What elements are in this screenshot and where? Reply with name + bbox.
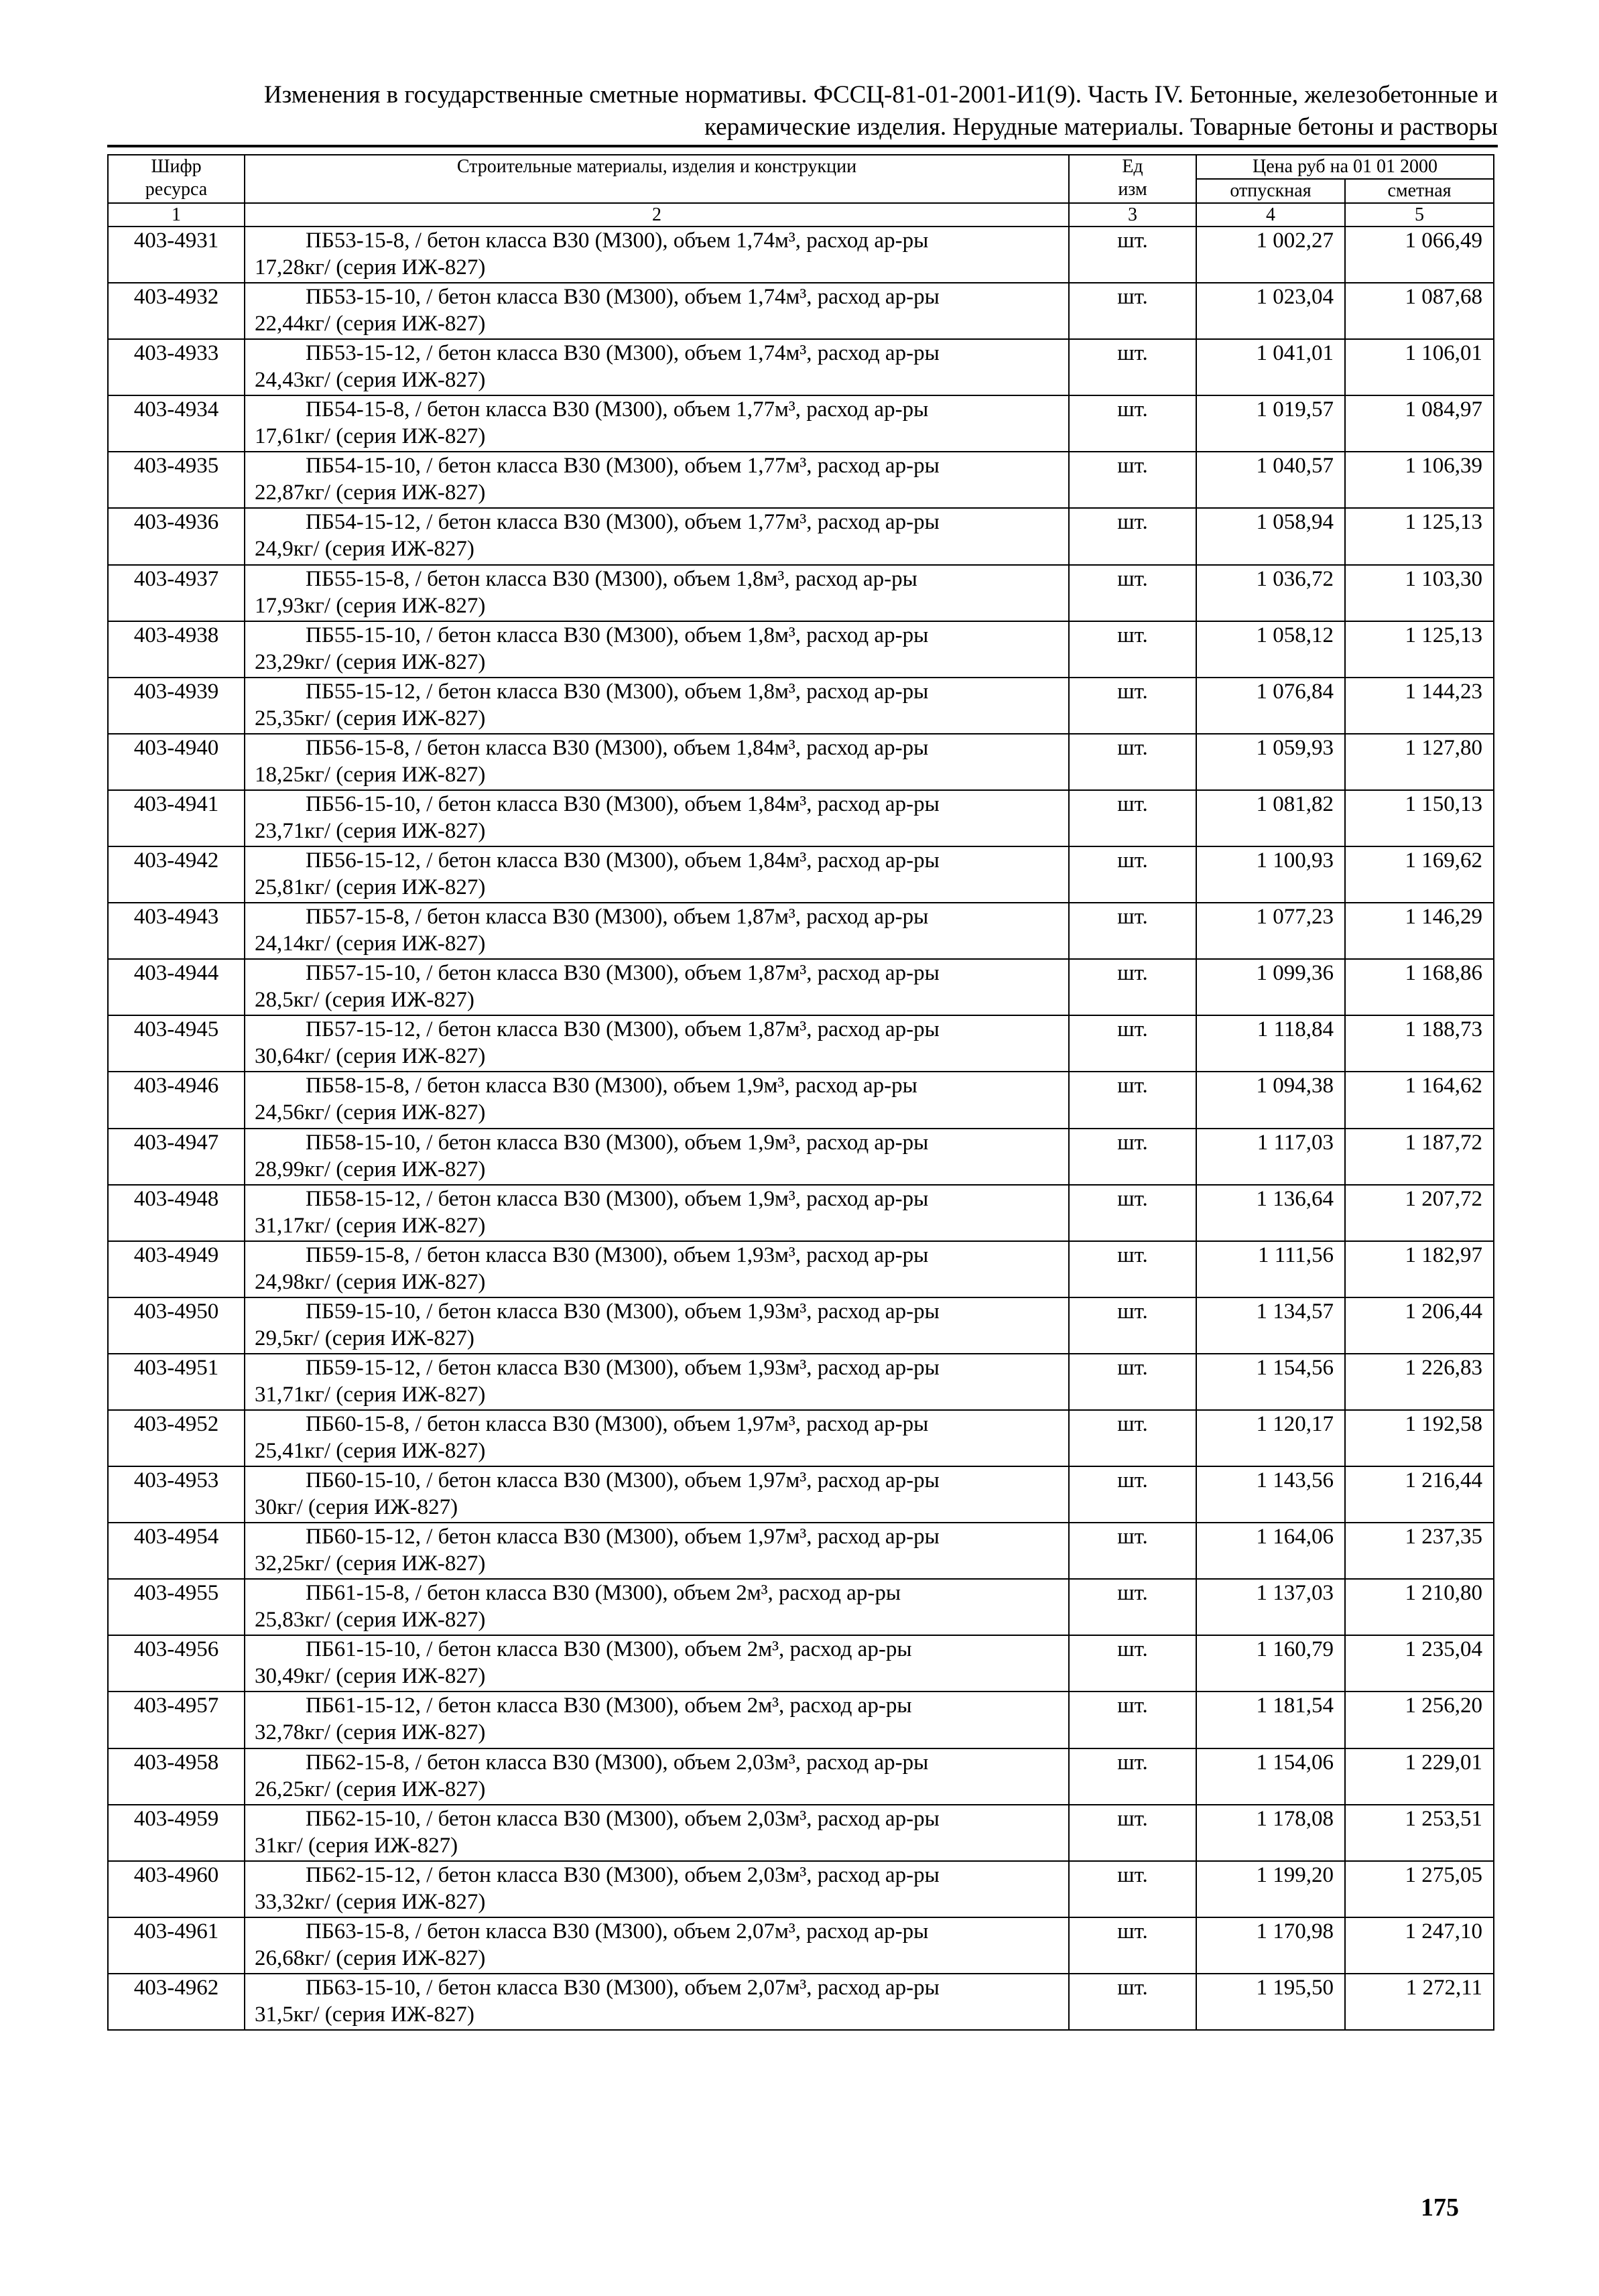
description-line-1: ПБ59-15-8, / бетон класса В30 (М300), объем 1,93м³, расход ар-ры	[306, 1242, 929, 1267]
resource-code: 403-4951	[108, 1354, 245, 1410]
header-description: Строительные материалы, изделия и конструкции	[245, 155, 1069, 203]
description-line-1: ПБ62-15-8, / бетон класса В30 (М300), объем 2,03м³, расход ар-ры	[306, 1750, 929, 1775]
resource-code: 403-4942	[108, 846, 245, 903]
table-row	[108, 1185, 1494, 1241]
table-row	[108, 1523, 1494, 1579]
description-line-2: 26,25кг/ (серия ИЖ-827)	[255, 1777, 486, 1801]
description-line-1: ПБ63-15-10, / бетон класса В30 (М300), объем 2,07м³, расход ар-ры	[306, 1975, 940, 2000]
estimate-price-cell: 1 125,13	[1345, 508, 1494, 564]
description-line-1: ПБ54-15-8, / бетон класса В30 (М300), объем 1,77м³, расход ар-ры	[306, 397, 929, 422]
description-line-1: ПБ55-15-12, / бетон класса В30 (М300), объем 1,8м³, расход ар-ры	[306, 679, 929, 704]
release-price-cell: 1 143,56	[1196, 1466, 1345, 1523]
description-line-1: ПБ59-15-10, / бетон класса В30 (М300), объем 1,93м³, расход ар-ры	[306, 1299, 940, 1324]
description-line-2: 17,28кг/ (серия ИЖ-827)	[255, 255, 486, 279]
estimate-price-cell: 1 168,86	[1345, 959, 1494, 1015]
description-line-2: 23,71кг/ (серия ИЖ-827)	[255, 818, 486, 843]
header-code-line-2: ресурса	[145, 179, 208, 200]
release-price-cell: 1 154,56	[1196, 1354, 1345, 1410]
release-price-cell: 1 040,57	[1196, 452, 1345, 508]
description-line-1: ПБ53-15-8, / бетон класса В30 (М300), объем 1,74м³, расход ар-ры	[306, 229, 929, 253]
unit-cell: шт.	[1069, 903, 1196, 959]
estimate-price-cell: 1 182,97	[1345, 1241, 1494, 1297]
description-line-1: ПБ61-15-10, / бетон класса В30 (М300), объем 2м³, расход ар-ры	[306, 1637, 912, 1662]
resource-code: 403-4939	[108, 678, 245, 734]
description-line-2: 24,9кг/ (серия ИЖ-827)	[255, 537, 474, 562]
resource-code: 403-4958	[108, 1748, 245, 1805]
release-price-cell: 1 099,36	[1196, 959, 1345, 1015]
table-row	[108, 283, 1494, 339]
description-line-2: 17,61кг/ (серия ИЖ-827)	[255, 424, 486, 449]
column-number: 5	[1345, 203, 1494, 227]
description-line-1: ПБ61-15-12, / бетон класса В30 (М300), объем 2м³, расход ар-ры	[306, 1694, 912, 1718]
table-row	[108, 339, 1494, 395]
estimate-price-cell: 1 247,10	[1345, 1917, 1494, 1974]
resource-code: 403-4936	[108, 508, 245, 564]
estimate-price-cell: 1 106,01	[1345, 339, 1494, 395]
material-description	[245, 565, 1069, 621]
unit-cell: шт.	[1069, 1466, 1196, 1523]
table-row	[108, 1072, 1494, 1128]
description-line-1: ПБ53-15-10, / бетон класса В30 (М300), объем 1,74м³, расход ар-ры	[306, 285, 940, 310]
table-row	[108, 1129, 1494, 1185]
description-line-2: 24,43кг/ (серия ИЖ-827)	[255, 368, 486, 393]
resource-code: 403-4950	[108, 1297, 245, 1354]
material-description	[245, 227, 1069, 283]
table-row	[108, 1917, 1494, 1974]
release-price-cell: 1 094,38	[1196, 1072, 1345, 1128]
description-line-1: ПБ58-15-12, / бетон класса В30 (М300), объем 1,9м³, расход ар-ры	[306, 1186, 929, 1211]
unit-cell: шт.	[1069, 1579, 1196, 1635]
table-row	[108, 790, 1494, 846]
material-description	[245, 1466, 1069, 1523]
release-price-cell: 1 164,06	[1196, 1523, 1345, 1579]
header-code-line-1: Шифр	[151, 156, 202, 177]
resource-code: 403-4954	[108, 1523, 245, 1579]
estimate-price-cell: 1 229,01	[1345, 1748, 1494, 1805]
material-description	[245, 508, 1069, 564]
unit-cell: шт.	[1069, 1410, 1196, 1466]
release-price-cell: 1 117,03	[1196, 1129, 1345, 1185]
material-description	[245, 790, 1069, 846]
release-price-cell: 1 058,94	[1196, 508, 1345, 564]
resource-code: 403-4934	[108, 395, 245, 452]
estimate-price-cell: 1 144,23	[1345, 678, 1494, 734]
resource-code: 403-4938	[108, 621, 245, 678]
table-row	[108, 395, 1494, 452]
resource-code: 403-4943	[108, 903, 245, 959]
release-price-cell: 1 076,84	[1196, 678, 1345, 734]
estimate-price-cell: 1 169,62	[1345, 846, 1494, 903]
description-line-1: ПБ60-15-8, / бетон класса В30 (М300), объем 1,97м³, расход ар-ры	[306, 1411, 929, 1436]
description-line-1: ПБ57-15-8, / бетон класса В30 (М300), объем 1,87м³, расход ар-ры	[306, 905, 929, 930]
resource-code: 403-4957	[108, 1692, 245, 1748]
release-price-cell: 1 137,03	[1196, 1579, 1345, 1635]
estimate-price-cell: 1 253,51	[1345, 1805, 1494, 1861]
resource-code: 403-4953	[108, 1466, 245, 1523]
estimate-price-cell: 1 226,83	[1345, 1354, 1494, 1410]
table-row	[108, 678, 1494, 734]
material-description	[245, 1241, 1069, 1297]
estimate-price-cell: 1 210,80	[1345, 1579, 1494, 1635]
table-row	[108, 1015, 1494, 1072]
price-table	[107, 154, 1494, 2031]
description-line-2: 28,5кг/ (серия ИЖ-827)	[255, 988, 474, 1013]
description-line-1: ПБ55-15-8, / бетон класса В30 (М300), объем 1,8м³, расход ар-ры	[306, 566, 917, 591]
description-line-2: 17,93кг/ (серия ИЖ-827)	[255, 593, 486, 618]
table-row	[108, 959, 1494, 1015]
material-description	[245, 1072, 1069, 1128]
unit-cell: шт.	[1069, 734, 1196, 790]
estimate-price-cell: 1 066,49	[1345, 227, 1494, 283]
unit-cell: шт.	[1069, 1523, 1196, 1579]
description-line-2: 31,17кг/ (серия ИЖ-827)	[255, 1213, 486, 1238]
description-line-2: 18,25кг/ (серия ИЖ-827)	[255, 762, 486, 787]
material-description	[245, 452, 1069, 508]
header-code	[108, 155, 245, 203]
table-row	[108, 1805, 1494, 1861]
resource-code: 403-4956	[108, 1635, 245, 1692]
header-unit-line-1: Ед	[1122, 156, 1143, 177]
material-description	[245, 1635, 1069, 1692]
unit-cell: шт.	[1069, 1241, 1196, 1297]
table-row	[108, 1466, 1494, 1523]
table-row	[108, 565, 1494, 621]
description-line-1: ПБ56-15-10, / бетон класса В30 (М300), объем 1,84м³, расход ар-ры	[306, 791, 940, 816]
material-description	[245, 283, 1069, 339]
description-line-1: ПБ54-15-10, / бетон класса В30 (М300), объем 1,77м³, расход ар-ры	[306, 454, 940, 479]
release-price-cell: 1 136,64	[1196, 1185, 1345, 1241]
estimate-price-cell: 1 207,72	[1345, 1185, 1494, 1241]
unit-cell: шт.	[1069, 1354, 1196, 1410]
estimate-price-cell: 1 103,30	[1345, 565, 1494, 621]
release-price-cell: 1 170,98	[1196, 1917, 1345, 1974]
material-description	[245, 1917, 1069, 1974]
description-line-1: ПБ54-15-12, / бетон класса В30 (М300), объем 1,77м³, расход ар-ры	[306, 510, 940, 535]
estimate-price-cell: 1 275,05	[1345, 1861, 1494, 1917]
description-line-2: 25,35кг/ (серия ИЖ-827)	[255, 706, 486, 730]
estimate-price-cell: 1 125,13	[1345, 621, 1494, 678]
description-line-2: 32,78кг/ (серия ИЖ-827)	[255, 1720, 486, 1745]
unit-cell: шт.	[1069, 1015, 1196, 1072]
description-line-2: 24,14кг/ (серия ИЖ-827)	[255, 932, 486, 956]
table-row	[108, 903, 1494, 959]
release-price-cell: 1 041,01	[1196, 339, 1345, 395]
resource-code: 403-4947	[108, 1129, 245, 1185]
column-number: 3	[1069, 203, 1196, 227]
description-line-2: 29,5кг/ (серия ИЖ-827)	[255, 1326, 474, 1350]
resource-code: 403-4962	[108, 1974, 245, 2030]
material-description	[245, 678, 1069, 734]
estimate-price-cell: 1 256,20	[1345, 1692, 1494, 1748]
material-description	[245, 1410, 1069, 1466]
unit-cell: шт.	[1069, 621, 1196, 678]
column-number: 2	[245, 203, 1069, 227]
release-price-cell: 1 160,79	[1196, 1635, 1345, 1692]
description-line-1: ПБ53-15-12, / бетон класса В30 (М300), объем 1,74м³, расход ар-ры	[306, 341, 940, 366]
estimate-price-cell: 1 164,62	[1345, 1072, 1494, 1128]
table-row	[108, 1579, 1494, 1635]
release-price-cell: 1 059,93	[1196, 734, 1345, 790]
release-price-cell: 1 077,23	[1196, 903, 1345, 959]
unit-cell: шт.	[1069, 959, 1196, 1015]
resource-code: 403-4941	[108, 790, 245, 846]
description-line-2: 24,56кг/ (серия ИЖ-827)	[255, 1100, 486, 1125]
description-line-2: 23,29кг/ (серия ИЖ-827)	[255, 649, 486, 674]
unit-cell: шт.	[1069, 1917, 1196, 1974]
release-price-cell: 1 111,56	[1196, 1241, 1345, 1297]
resource-code: 403-4946	[108, 1072, 245, 1128]
table-row	[108, 621, 1494, 678]
table-body	[108, 203, 1494, 2030]
description-line-1: ПБ58-15-10, / бетон класса В30 (М300), объем 1,9м³, расход ар-ры	[306, 1130, 929, 1155]
release-price-cell: 1 199,20	[1196, 1861, 1345, 1917]
release-price-cell: 1 036,72	[1196, 565, 1345, 621]
description-line-1: ПБ59-15-12, / бетон класса В30 (М300), объем 1,93м³, расход ар-ры	[306, 1355, 940, 1380]
estimate-price-cell: 1 188,73	[1345, 1015, 1494, 1072]
resource-code: 403-4961	[108, 1917, 245, 1974]
table-row	[108, 846, 1494, 903]
description-line-2: 22,87кг/ (серия ИЖ-827)	[255, 481, 486, 505]
material-description	[245, 1692, 1069, 1748]
table-row	[108, 1635, 1494, 1692]
description-line-1: ПБ62-15-10, / бетон класса В30 (М300), объем 2,03м³, расход ар-ры	[306, 1806, 940, 1831]
resource-code: 403-4935	[108, 452, 245, 508]
estimate-price-cell: 1 127,80	[1345, 734, 1494, 790]
estimate-price-cell: 1 272,11	[1345, 1974, 1494, 2030]
header-release-price: отпускная	[1196, 179, 1345, 203]
header-line-1: Изменения в государственные сметные нормативы. ФССЦ-81-01-2001-И1(9). Часть IV. Бетонные, железобетонные и	[263, 81, 1498, 109]
description-line-2: 25,41кг/ (серия ИЖ-827)	[255, 1438, 486, 1463]
resource-code: 403-4940	[108, 734, 245, 790]
release-price-cell: 1 195,50	[1196, 1974, 1345, 2030]
estimate-price-cell: 1 187,72	[1345, 1129, 1494, 1185]
estimate-price-cell: 1 192,58	[1345, 1410, 1494, 1466]
description-line-1: ПБ55-15-10, / бетон класса В30 (М300), объем 1,8м³, расход ар-ры	[306, 623, 929, 647]
unit-cell: шт.	[1069, 1129, 1196, 1185]
release-price-cell: 1 154,06	[1196, 1748, 1345, 1805]
header-unit	[1069, 155, 1196, 203]
estimate-price-cell: 1 216,44	[1345, 1466, 1494, 1523]
unit-cell: шт.	[1069, 1072, 1196, 1128]
estimate-price-cell: 1 146,29	[1345, 903, 1494, 959]
unit-cell: шт.	[1069, 678, 1196, 734]
material-description	[245, 339, 1069, 395]
description-line-1: ПБ63-15-8, / бетон класса В30 (М300), объем 2,07м³, расход ар-ры	[306, 1919, 929, 1943]
material-description	[245, 1974, 1069, 2030]
description-line-2: 32,25кг/ (серия ИЖ-827)	[255, 1551, 486, 1576]
table-row	[108, 1354, 1494, 1410]
description-line-1: ПБ57-15-10, / бетон класса В30 (М300), объем 1,87м³, расход ар-ры	[306, 961, 940, 986]
estimate-price-cell: 1 084,97	[1345, 395, 1494, 452]
description-line-1: ПБ56-15-8, / бетон класса В30 (М300), объем 1,84м³, расход ар-ры	[306, 735, 929, 760]
release-price-cell: 1 181,54	[1196, 1692, 1345, 1748]
release-price-cell: 1 178,08	[1196, 1805, 1345, 1861]
material-description	[245, 846, 1069, 903]
release-price-cell: 1 120,17	[1196, 1410, 1345, 1466]
material-description	[245, 1015, 1069, 1072]
resource-code: 403-4932	[108, 283, 245, 339]
material-description	[245, 1579, 1069, 1635]
release-price-cell: 1 081,82	[1196, 790, 1345, 846]
material-description	[245, 395, 1069, 452]
release-price-cell: 1 134,57	[1196, 1297, 1345, 1354]
description-line-2: 31,71кг/ (серия ИЖ-827)	[255, 1382, 486, 1407]
material-description	[245, 1861, 1069, 1917]
unit-cell: шт.	[1069, 565, 1196, 621]
resource-code: 403-4959	[108, 1805, 245, 1861]
material-description	[245, 1523, 1069, 1579]
unit-cell: шт.	[1069, 339, 1196, 395]
release-price-cell: 1 118,84	[1196, 1015, 1345, 1072]
column-number-row	[108, 203, 1494, 227]
unit-cell: шт.	[1069, 508, 1196, 564]
column-number: 1	[108, 203, 245, 227]
header-price: Цена руб на 01 01 2000	[1196, 155, 1494, 179]
page-number: 175	[1421, 2193, 1459, 2222]
table-row	[108, 734, 1494, 790]
material-description	[245, 1129, 1069, 1185]
unit-cell: шт.	[1069, 452, 1196, 508]
unit-cell: шт.	[1069, 1297, 1196, 1354]
table-row	[108, 452, 1494, 508]
table-row	[108, 1748, 1494, 1805]
header-unit-line-2: изм	[1118, 179, 1147, 200]
unit-cell: шт.	[1069, 1974, 1196, 2030]
header-rule	[107, 145, 1498, 147]
table-row	[108, 1241, 1494, 1297]
resource-code: 403-4948	[108, 1185, 245, 1241]
release-price-cell: 1 100,93	[1196, 846, 1345, 903]
resource-code: 403-4952	[108, 1410, 245, 1466]
table-row	[108, 508, 1494, 564]
description-line-2: 31кг/ (серия ИЖ-827)	[255, 1833, 458, 1858]
material-description	[245, 959, 1069, 1015]
header-estimate-price: сметная	[1345, 179, 1494, 203]
unit-cell: шт.	[1069, 1805, 1196, 1861]
resource-code: 403-4945	[108, 1015, 245, 1072]
unit-cell: шт.	[1069, 790, 1196, 846]
release-price-cell: 1 058,12	[1196, 621, 1345, 678]
resource-code: 403-4955	[108, 1579, 245, 1635]
resource-code: 403-4960	[108, 1861, 245, 1917]
estimate-price-cell: 1 106,39	[1345, 452, 1494, 508]
estimate-price-cell: 1 087,68	[1345, 283, 1494, 339]
page-header	[107, 79, 1498, 143]
unit-cell: шт.	[1069, 846, 1196, 903]
estimate-price-cell: 1 206,44	[1345, 1297, 1494, 1354]
description-line-2: 30,64кг/ (серия ИЖ-827)	[255, 1044, 486, 1069]
description-line-2: 26,68кг/ (серия ИЖ-827)	[255, 1946, 486, 1970]
table-row	[108, 227, 1494, 283]
description-line-2: 22,44кг/ (серия ИЖ-827)	[255, 312, 486, 336]
material-description	[245, 1748, 1069, 1805]
description-line-1: ПБ60-15-10, / бетон класса В30 (М300), объем 1,97м³, расход ар-ры	[306, 1468, 940, 1493]
unit-cell: шт.	[1069, 283, 1196, 339]
table-row	[108, 1861, 1494, 1917]
resource-code: 403-4933	[108, 339, 245, 395]
resource-code: 403-4937	[108, 565, 245, 621]
description-line-1: ПБ56-15-12, / бетон класса В30 (М300), объем 1,84м³, расход ар-ры	[306, 848, 940, 873]
table-row	[108, 1974, 1494, 2030]
material-description	[245, 1354, 1069, 1410]
description-line-2: 31,5кг/ (серия ИЖ-827)	[255, 2002, 474, 2027]
description-line-1: ПБ61-15-8, / бетон класса В30 (М300), объем 2м³, расход ар-ры	[306, 1581, 901, 1606]
description-line-2: 24,98кг/ (серия ИЖ-827)	[255, 1269, 486, 1294]
header-line-2: керамические изделия. Нерудные материалы. Товарные бетоны и растворы	[704, 113, 1498, 141]
description-line-2: 25,81кг/ (серия ИЖ-827)	[255, 875, 486, 900]
estimate-price-cell: 1 150,13	[1345, 790, 1494, 846]
table-row	[108, 1297, 1494, 1354]
unit-cell: шт.	[1069, 1692, 1196, 1748]
release-price-cell: 1 023,04	[1196, 283, 1345, 339]
material-description	[245, 734, 1069, 790]
resource-code: 403-4949	[108, 1241, 245, 1297]
unit-cell: шт.	[1069, 395, 1196, 452]
estimate-price-cell: 1 235,04	[1345, 1635, 1494, 1692]
resource-code: 403-4944	[108, 959, 245, 1015]
table-row	[108, 1410, 1494, 1466]
resource-code: 403-4931	[108, 227, 245, 283]
material-description	[245, 1805, 1069, 1861]
unit-cell: шт.	[1069, 1635, 1196, 1692]
description-line-2: 30кг/ (серия ИЖ-827)	[255, 1495, 458, 1520]
material-description	[245, 1185, 1069, 1241]
estimate-price-cell: 1 237,35	[1345, 1523, 1494, 1579]
table-header-row	[108, 155, 1494, 179]
description-line-2: 30,49кг/ (серия ИЖ-827)	[255, 1664, 486, 1689]
description-line-1: ПБ62-15-12, / бетон класса В30 (М300), объем 2,03м³, расход ар-ры	[306, 1862, 940, 1887]
description-line-2: 33,32кг/ (серия ИЖ-827)	[255, 1889, 486, 1914]
column-number: 4	[1196, 203, 1345, 227]
description-line-1: ПБ58-15-8, / бетон класса В30 (М300), объем 1,9м³, расход ар-ры	[306, 1074, 917, 1098]
description-line-2: 25,83кг/ (серия ИЖ-827)	[255, 1608, 486, 1633]
description-line-2: 28,99кг/ (серия ИЖ-827)	[255, 1157, 486, 1182]
release-price-cell: 1 019,57	[1196, 395, 1345, 452]
table-row	[108, 1692, 1494, 1748]
description-line-1: ПБ57-15-12, / бетон класса В30 (М300), объем 1,87м³, расход ар-ры	[306, 1017, 940, 1042]
description-line-1: ПБ60-15-12, / бетон класса В30 (М300), объем 1,97м³, расход ар-ры	[306, 1525, 940, 1549]
unit-cell: шт.	[1069, 1185, 1196, 1241]
material-description	[245, 621, 1069, 678]
material-description	[245, 1297, 1069, 1354]
material-description	[245, 903, 1069, 959]
unit-cell: шт.	[1069, 227, 1196, 283]
release-price-cell: 1 002,27	[1196, 227, 1345, 283]
unit-cell: шт.	[1069, 1861, 1196, 1917]
unit-cell: шт.	[1069, 1748, 1196, 1805]
